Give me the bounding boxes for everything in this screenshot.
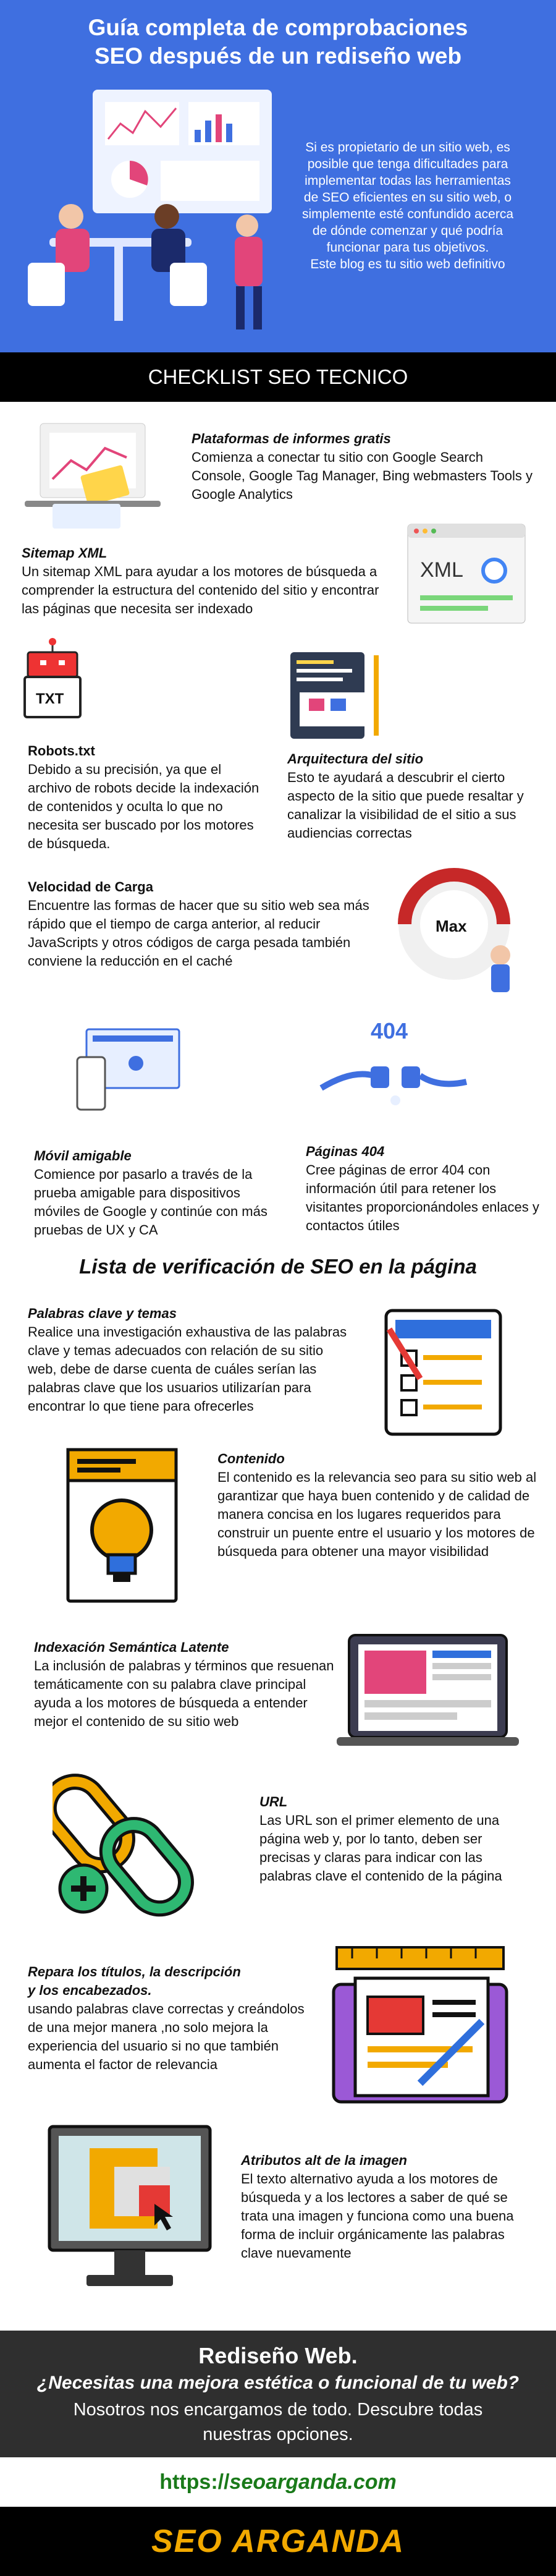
onpage-item-keywords	[28, 1304, 355, 1416]
item-body: Cree páginas de error 404 con información útil para retener los visitantes proporcionándoles enlaces y contactos útiles	[306, 1162, 539, 1233]
cta-banner	[0, 2331, 556, 2457]
item-title-line-2: y los encabezados.	[28, 1983, 152, 1998]
sitemap-browser-icon	[402, 518, 531, 629]
item-body: Las URL son el primer elemento de una página web y, por lo tanto, deben ser precisas y claras para indicar con las palabras clave el contenido de la página	[259, 1813, 502, 1884]
onpage-item-alt	[241, 2151, 537, 2263]
robot-txt-icon	[19, 637, 86, 736]
cta-heading: Rediseño Web.	[198, 2343, 358, 2368]
item-body: El contenido es la relevancia seo para su sitio web al garantizar que haya buen contenido y de calidad de manera concisa en los lugares requeridos para construir un puente entre el usuario y los motores de búsqueda para obtener una mayor visibilidad	[217, 1469, 537, 1559]
item-title: Velocidad de Carga	[28, 879, 153, 895]
item-body: usando palabras clave correctas y creándolos de una mejor manera ,no solo mejora la experiencia del usuario si no que también aumenta el factor de relevancia	[28, 2001, 305, 2072]
laptop-analytics-icon	[15, 411, 170, 535]
item-body: Esto te ayudará a descubrir el cierto aspecto de la sitio que puede resaltar y canalizar la visibilidad de el sitio a sus audiencias correctas	[287, 770, 524, 841]
item-body: La inclusión de palabras y términos que resuenan temáticamente con su palabra clave principal ayuda a los motores de búsqueda a entender mejor el contenido de su sitio web	[34, 1658, 334, 1729]
site-architecture-icon	[287, 649, 386, 742]
item-body: Comienza a conectar tu sitio con Google Search Console, Google Tag Manager, Bing webmasters Tools y Google Analytics	[192, 449, 533, 502]
technical-item-mobile	[34, 1147, 281, 1239]
technical-item-sitemap	[22, 544, 392, 618]
item-title: Páginas 404	[306, 1144, 385, 1159]
onpage-item-content	[217, 1450, 539, 1561]
item-title: URL	[259, 1794, 288, 1809]
item-title: Contenido	[217, 1451, 285, 1466]
website-link-domain: seoarganda.com	[229, 2470, 397, 2494]
item-body: El texto alternativo ayuda a los motores de búsqueda y a los lectores a saber de qué se trata una imagen y funciona como una buena forma de incluir orgánicamente las palabras clave nuevamente	[241, 2171, 514, 2261]
onpage-item-lsi	[34, 1638, 337, 1731]
item-title: Indexación Semántica Latente	[34, 1639, 229, 1655]
technical-item-architecture	[287, 750, 541, 843]
item-title: Plataformas de informes gratis	[192, 431, 391, 446]
website-link[interactable]	[0, 2457, 556, 2507]
item-title: Palabras clave y temas	[28, 1306, 177, 1321]
hero-intro-text: Si es propietario de un sitio web, es posible que tenga dificultades para implementar todas las herramientas de SEO eficientes en su sitio web, o simplemente esté confundido acerca de dónde comenzar y qué podría funcionar para tus objetivos.	[301, 140, 514, 255]
item-body: Debido a su precisión, ya que el archivo de robots decide la indexación de contenidos y oculta lo que no necesita ser buscado por los motores de búsqueda.	[28, 762, 259, 851]
technical-item-robots	[28, 742, 263, 853]
hero-title	[0, 14, 556, 70]
cta-subtext: Nosotros nos encargamos de todo. Descubre todas nuestras opciones.	[73, 2400, 483, 2444]
xml-label: XML	[420, 558, 463, 582]
item-title: Sitemap XML	[22, 545, 107, 561]
brand-footer: SEO ARGANDA	[0, 2507, 556, 2576]
plug-404-icon	[315, 1014, 470, 1119]
item-body: Realice una investigación exhaustiva de las palabras clave y temas adecuados con relación de su sitio web, debe de darse cuenta de cuáles serían las palabras clave que los usuarios utilizarían para encontrar lo que tiene para ofrecerles	[28, 1324, 347, 1414]
team-analytics-illustration	[12, 77, 290, 343]
hero-banner	[0, 0, 556, 352]
max-label: Max	[436, 917, 467, 935]
paper-ruler-icon	[327, 1941, 513, 2108]
item-body: Comience por pasarlo a través de la prueba amigable para dispositivos móviles de Google y continúe con más pruebas de UX y CA	[34, 1167, 267, 1238]
hero-intro-tagline: Este blog es tu sitio web definitivo	[310, 257, 505, 271]
txt-label: TXT	[36, 691, 64, 707]
laptop-layout-icon	[337, 1632, 519, 1749]
website-link-prefix: https://	[159, 2470, 230, 2494]
error-404-label: 404	[371, 1018, 408, 1044]
hero-title-line-1: Guía completa de comprobaciones	[88, 15, 468, 40]
technical-item-speed	[28, 878, 374, 971]
item-body: Encuentre las formas de hacer que su sitio web sea más rápido que el tiempo de carga anterior, al reducir JavaScripts y otros códigos de carga pesada también conviene la reducción en el caché	[28, 898, 369, 969]
technical-checklist-heading: CHECKLIST SEO TECNICO	[0, 352, 556, 402]
item-title: Robots.txt	[28, 743, 95, 759]
technical-item-404	[306, 1142, 541, 1235]
item-title: Móvil amigable	[34, 1148, 132, 1163]
technical-item-reporting	[192, 430, 537, 504]
speed-gauge-icon	[392, 862, 531, 1005]
checklist-icon	[377, 1304, 510, 1440]
monitor-image-icon	[40, 2120, 219, 2300]
item-body: Un sitemap XML para ayudar a los motores de búsqueda a comprender la estructura del contenido del sitio y encontrar las páginas que necesita ser indexado	[22, 564, 379, 616]
mobile-devices-icon	[74, 1023, 185, 1116]
item-title: Arquitectura del sitio	[287, 751, 424, 767]
item-title: Atributos alt de la imagen	[241, 2153, 407, 2168]
hero-title-line-2: SEO después de un rediseño web	[94, 43, 462, 69]
chain-link-icon	[53, 1765, 198, 1926]
cta-question: ¿Necesitas una mejora estética o funcional de tu web?	[36, 2373, 520, 2393]
lightbulb-icon	[65, 1447, 179, 1607]
item-title: Repara los títulos, la descripción	[28, 1964, 241, 1979]
hero-intro	[300, 139, 516, 273]
onpage-item-url	[259, 1793, 531, 1885]
onpage-item-titles	[28, 1963, 312, 2074]
onpage-checklist-heading: Lista de verificación de SEO en la página	[79, 1255, 477, 1278]
